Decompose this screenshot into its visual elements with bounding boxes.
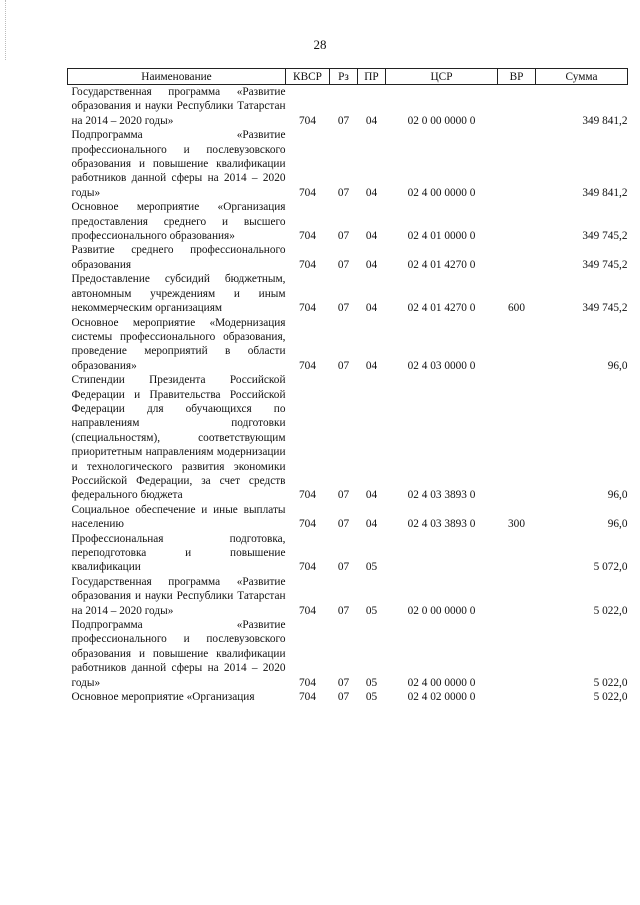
row-vr: [498, 200, 536, 243]
row-name: Развитие среднего профессионального образования: [71, 244, 286, 271]
row-kvsr: 704: [299, 489, 316, 502]
row-name: Подпрограмма «Развитие профессионального и послевузовского образования и повышение квалификации работников данной сферы на 2014 – 2020 годы»: [71, 129, 286, 199]
row-name: Социальное обеспечение и иные выплаты населению: [71, 503, 286, 531]
row-pr: 05: [365, 604, 378, 617]
row-pr: 05: [365, 691, 378, 704]
header-sum: Сумма: [536, 69, 628, 85]
row-kvsr: 704: [299, 561, 316, 574]
row-sum: 349 745,2: [582, 302, 628, 315]
table-row: [68, 575, 628, 618]
row-pr: 04: [365, 230, 378, 243]
row-name: Государственная программа «Развитие образования и науки Республики Татарстан на 2014 – 2020 годы»: [71, 575, 286, 617]
row-csr: 02 4 01 0000 0: [407, 230, 476, 243]
row-kvsr: 704: [299, 604, 316, 617]
row-rz: 07: [337, 604, 350, 617]
row-csr: 02 4 03 0000 0: [407, 359, 476, 372]
row-sum: 349 745,2: [582, 230, 628, 243]
row-vr: [498, 316, 536, 374]
row-vr: 600: [508, 302, 525, 315]
row-csr: 02 4 01 4270 0: [407, 258, 476, 271]
row-sum: 5 072,0: [593, 561, 628, 574]
table-row: [68, 618, 628, 690]
row-csr: 02 0 00 0000 0: [407, 114, 476, 127]
row-kvsr: 704: [299, 518, 316, 531]
row-csr: 02 4 03 3893 0: [407, 518, 476, 531]
row-pr: 05: [365, 676, 378, 689]
header-vr: ВР: [498, 69, 536, 85]
table-row: [68, 503, 628, 532]
row-kvsr: 704: [299, 258, 316, 271]
row-sum: 5 022,0: [593, 604, 628, 617]
table-row: [68, 85, 628, 129]
row-name: Основное мероприятие «Модернизация системы профессионального образования, проведение мероприятий в области образования»: [71, 316, 286, 372]
header-kvsr: КВСР: [286, 69, 330, 85]
row-kvsr: 704: [299, 230, 316, 243]
row-rz: 07: [337, 489, 350, 502]
row-vr: [498, 532, 536, 575]
header-csr: ЦСР: [386, 69, 498, 85]
table-row: [68, 690, 628, 704]
row-sum: 349 745,2: [582, 258, 628, 271]
row-sum: 5 022,0: [593, 676, 628, 689]
row-csr: [386, 532, 498, 575]
table-row: [68, 272, 628, 315]
row-sum: 349 841,2: [582, 186, 628, 199]
row-rz: 07: [337, 676, 350, 689]
row-rz: 07: [337, 561, 350, 574]
table-row: [68, 316, 628, 374]
row-csr: 02 4 02 0000 0: [407, 691, 476, 704]
row-vr: [498, 618, 536, 690]
row-rz: 07: [337, 302, 350, 315]
row-name: Государственная программа «Развитие образования и науки Республики Татарстан на 2014 – 2020 годы»: [71, 86, 286, 127]
row-pr: 04: [365, 489, 378, 502]
row-rz: 07: [337, 518, 350, 531]
row-sum: 5 022,0: [593, 691, 628, 704]
row-name: Основное мероприятие «Организация: [71, 691, 255, 704]
row-pr: 04: [365, 186, 378, 199]
row-sum: 96,0: [607, 518, 628, 531]
row-pr: 05: [365, 561, 378, 574]
header-rz: Рз: [330, 69, 358, 85]
row-rz: 07: [337, 186, 350, 199]
table-row: [68, 532, 628, 575]
budget-table: [67, 68, 628, 704]
row-kvsr: 704: [299, 302, 316, 315]
row-name: Основное мероприятие «Организация предоставления среднего и высшего профессионального образования»: [71, 201, 286, 243]
row-vr: [498, 690, 536, 704]
row-kvsr: 704: [299, 676, 316, 689]
row-pr: 04: [365, 302, 378, 315]
row-rz: 07: [337, 230, 350, 243]
row-vr: [498, 128, 536, 200]
table-header-row: [68, 69, 628, 85]
table-row: [68, 243, 628, 272]
row-sum: 96,0: [607, 359, 628, 372]
row-kvsr: 704: [299, 186, 316, 199]
row-pr: 04: [365, 518, 378, 531]
row-name: Стипендии Президента Российской Федерации и Правительства Российской Федерации для обучающихся по направлениям подготовки (специальностям), соответствующим приоритетным направлениям модернизации и технологического развития экономики Российской Федерации, за счет средств федерального бюджета: [71, 374, 286, 502]
row-pr: 04: [365, 114, 378, 127]
row-sum: 349 841,2: [582, 114, 628, 127]
row-csr: 02 4 00 0000 0: [407, 186, 476, 199]
row-rz: 07: [337, 114, 350, 127]
row-name: Предоставление субсидий бюджетным, автономным учреждениям и иным некоммерческим организациям: [71, 273, 286, 315]
row-pr: 04: [365, 258, 378, 271]
table-row: [68, 373, 628, 503]
row-csr: 02 0 00 0000 0: [407, 604, 476, 617]
row-rz: 07: [337, 691, 350, 704]
row-kvsr: 704: [299, 114, 316, 127]
table-row: [68, 200, 628, 243]
row-name: Подпрограмма «Развитие профессионального и послевузовского образования и повышение квалификации работников данной сферы на 2014 – 2020 годы»: [71, 619, 286, 689]
row-rz: 07: [337, 359, 350, 372]
row-name: Профессиональная подготовка, переподготовка и повышение квалификации: [71, 532, 286, 574]
row-rz: 07: [337, 258, 350, 271]
row-vr: [498, 243, 536, 272]
row-kvsr: 704: [299, 359, 316, 372]
row-vr: 300: [508, 518, 525, 531]
header-pr: ПР: [358, 69, 386, 85]
row-vr: [498, 85, 536, 129]
row-sum: 96,0: [607, 489, 628, 502]
header-name: Наименование: [68, 69, 286, 85]
row-csr: 02 4 00 0000 0: [407, 676, 476, 689]
table-row: [68, 128, 628, 200]
row-pr: 04: [365, 359, 378, 372]
row-vr: [498, 373, 536, 503]
row-csr: 02 4 03 3893 0: [407, 489, 476, 502]
row-kvsr: 704: [299, 691, 316, 704]
row-vr: [498, 575, 536, 618]
row-csr: 02 4 01 4270 0: [407, 302, 476, 315]
page-number: 28: [313, 37, 327, 52]
